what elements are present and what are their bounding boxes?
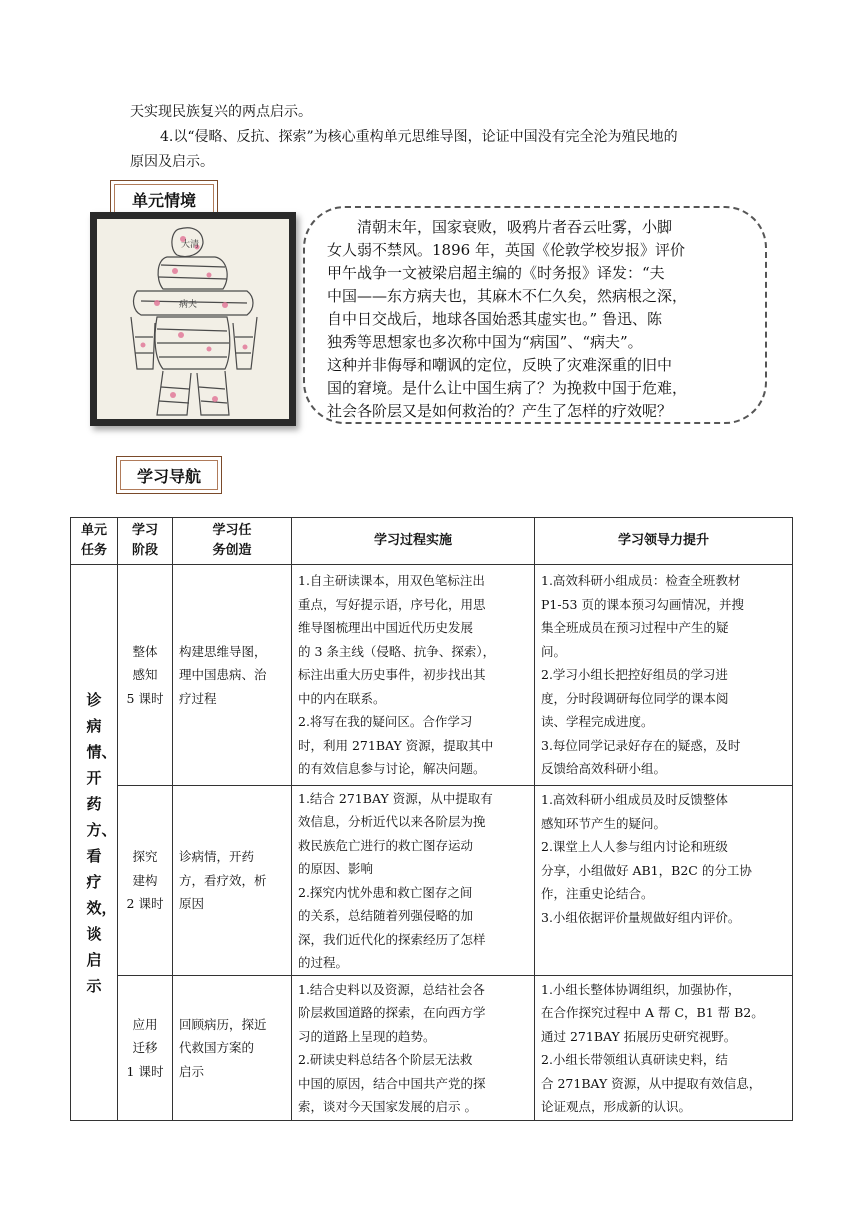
learning-navigation-table	[70, 517, 793, 1121]
situation-line: 中国——东方病夫也，其麻木不仁久矣，然病根之深，	[327, 287, 688, 305]
intro-line-2: 4.以“侵略、反抗、探索”为核心重构单元思维导图，论证中国没有完全沦为殖民地的	[160, 129, 678, 145]
situation-line: 清朝末年，国家衰败，吸鸦片者吞云吐雾，小脚	[357, 218, 673, 236]
leadership-cell: 1.高效科研小组成员及时反馈整体 感知环节产生的疑问。 2.课堂上人人参与组内讨论和班级 分享，小组做好 AB1，B2C 的分工协 作，注重史论结合。 3.小组依据评价量规做好组内评价。	[535, 786, 793, 976]
leadership-cell: 1.小组长整体协调组织，加强协作， 在合作探究过程中 A 帮 C，B1 帮 B2。 通过 271BAY 拓展历史研究视野。 2.小组长带领组认真研读史料，结 合 271BAY 资源，从中提取有效信息， 论证观点，形成新的认识。	[535, 976, 793, 1121]
unit-task-cell	[71, 565, 118, 1121]
situation-line: 国的窘境。是什么让中国生病了？为挽救中国于危难，	[327, 379, 688, 397]
creation-cell: 构建思维导图， 理中国患病、治 疗过程	[173, 565, 292, 786]
process-cell: 1.结合 271BAY 资源，从中提取有 效信息，分析近代以来各阶层为挽 救民族危亡进行的救亡图存运动 的原因、影响 2.探究内忧外患和救亡图存之间 的关系，总结随着列强侵略的加 深，我们近代化的探索经历了怎样 的过程。	[292, 786, 535, 976]
creation-cell: 回顾病历，探近 代救国方案的 启示	[173, 976, 292, 1121]
situation-line: 自中日交战后，地球各国始悉其虚实也。” 鲁迅、陈	[327, 310, 662, 328]
intro-line-3: 原因及启示。	[130, 154, 214, 170]
header-task-creation: 学习任 务创造	[173, 518, 292, 565]
unit-task-text: 诊病情、开药方、看疗效，谈启示	[86, 690, 117, 995]
leadership-cell: 1.高效科研小组成员：检查全班教材 P1-53 页的课本预习勾画情况，并搜 集全班成员在预习过程中产生的疑 问。 2.学习小组长把控好组员的学习进 度，分时段调研每位同学的课本阅 读、学程完成进度。 3.每位同学记录好存在的疑惑，及时 反馈给高效科研小组。	[535, 565, 793, 786]
stage-cell: 应用 迁移 1 课时	[118, 976, 173, 1121]
situation-line: 甲午战争一文被梁启超主编的《时务报》译发：“夫	[327, 264, 665, 282]
creation-cell: 诊病情，开药 方，看疗效，析 原因	[173, 786, 292, 976]
situation-line: 社会各阶层又是如何救治的？产生了怎样的疗效呢？	[327, 402, 673, 420]
situation-line: 独秀等思想家也多次称中国为“病国”、“病夫”。	[327, 333, 643, 351]
header-stage: 学习 阶段	[118, 518, 173, 565]
table-header-row	[71, 518, 793, 565]
table-row	[71, 565, 793, 786]
process-cell: 1.自主研读课本，用双色笔标注出 重点，写好提示语，序号化，用思 维导图梳理出中国近代历史发展 的 3 条主线（侵略、抗争、探索）， 标注出重大历史事件，初步找出其 中的内在联系。 2.将写在我的疑问区。合作学习 时，利用 271BAY 资源，提取其中 的有效信息参与讨论，解决问题。	[292, 565, 535, 786]
situation-line: 这种并非侮辱和嘲讽的定位，反映了灾难深重的旧中	[327, 356, 673, 374]
bandaged-figure-drawing	[97, 219, 289, 419]
header-unit-task: 单元 任务	[71, 518, 118, 565]
figure-label-2: 病夫	[179, 300, 198, 310]
situation-line: 女人弱不禁风。1896 年，英国《伦敦学校岁报》评价	[327, 241, 685, 259]
stage-cell: 探究 建构 2 课时	[118, 786, 173, 976]
table-row	[71, 976, 793, 1121]
section-header-navigation	[116, 456, 222, 494]
process-cell: 1.结合史料以及资源，总结社会各 阶层救国道路的探索，在向西方学 习的道路上呈现的趋势。 2.研读史料总结各个阶层无法救 中国的原因，结合中国共产党的探 索，谈对今天国家发展的启示 。	[292, 976, 535, 1121]
situation-text	[327, 216, 747, 423]
header-leadership: 学习领导力提升	[535, 518, 793, 565]
stage-cell: 整体 感知 5 课时	[118, 565, 173, 786]
section-title: 单元情境	[131, 190, 196, 210]
figure-label-1: 大清	[181, 240, 200, 250]
header-process: 学习过程实施	[292, 518, 535, 565]
sick-man-illustration	[90, 212, 296, 426]
situation-callout	[303, 206, 767, 424]
table-row	[71, 786, 793, 976]
intro-line-1: 天实现民族复兴的两点启示。	[130, 104, 312, 120]
section-title: 学习导航	[136, 466, 201, 486]
